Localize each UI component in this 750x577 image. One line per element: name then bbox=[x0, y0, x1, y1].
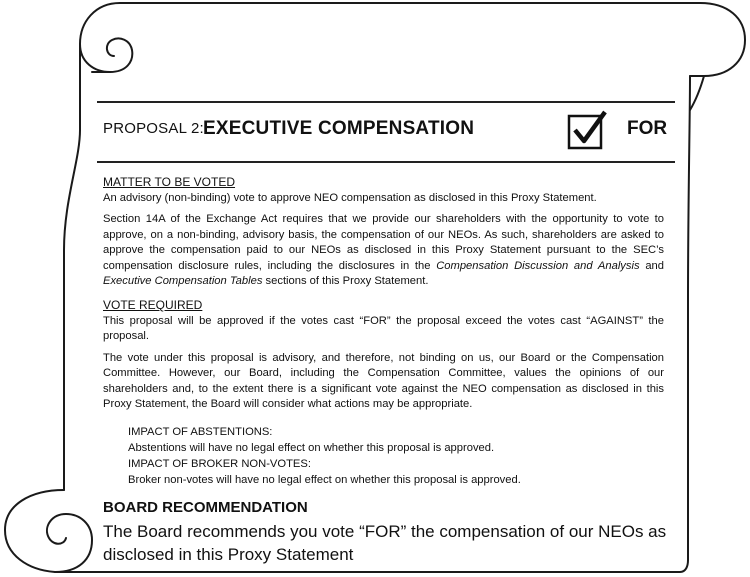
broker-text: Broker non-votes will have no legal effect on whether this proposal is approved. bbox=[128, 474, 521, 486]
board-recommendation-heading: BOARD RECOMMENDATION bbox=[103, 499, 308, 516]
proposal-title: EXECUTIVE COMPENSATION bbox=[203, 118, 475, 139]
matter-body bbox=[103, 212, 664, 290]
abstentions-heading: IMPACT OF ABSTENTIONS: bbox=[128, 426, 273, 438]
matter-heading: MATTER TO BE VOTED bbox=[103, 175, 236, 189]
tables-reference: Executive Compensation Tables bbox=[103, 275, 263, 287]
header-top-rule bbox=[97, 101, 675, 103]
broker-heading: IMPACT OF BROKER NON-VOTES: bbox=[128, 458, 311, 470]
vote-required-section bbox=[103, 298, 664, 413]
vote-required-para1: This proposal will be approved if the votes cast “FOR” the proposal exceed the votes cast “AGAINST” the proposal. bbox=[103, 314, 664, 342]
abstentions-text: Abstentions will have no legal effect on whether this proposal is approved. bbox=[128, 442, 495, 454]
vote-required-heading: VOTE REQUIRED bbox=[103, 298, 203, 312]
matter-body-text: Section 14A of the Exchange Act requires that we provide our shareholders with the opportunity to vote to approve, on a non-binding, advisory basis, the compensation of our NEOs. As such, shareholders are asked to approve the compensation paid to our NEOs as disclosed in this Proxy Statement pursuant to the SEC’s compensation disclosure rules, including the disclosures in the bbox=[103, 213, 664, 272]
matter-summary: An advisory (non-binding) vote to approve NEO compensation as disclosed in this Proxy Statement. bbox=[103, 191, 597, 204]
matter-section bbox=[103, 175, 664, 290]
board-recommendation-text: The Board recommends you vote “FOR” the compensation of our NEOs as disclosed in this Proxy Statement bbox=[103, 522, 667, 564]
checkbox-checked-icon bbox=[567, 110, 607, 150]
matter-body-end: sections of this Proxy Statement. bbox=[262, 275, 429, 287]
vote-required-para2: The vote under this proposal is advisory, and therefore, not binding on us, our Board or the Compensation Committee. However, our Board, including the Compensation Committee, values the opinions of our shareholders and, to the extent there is a significant vote against the NEO compensation as disclosed in this Proxy Statement, the Board will consider what actions may be appropriate. bbox=[103, 351, 664, 410]
matter-and: and bbox=[639, 259, 664, 272]
vote-recommendation: FOR bbox=[627, 118, 668, 139]
header-bottom-rule bbox=[97, 161, 675, 163]
proposal-label: PROPOSAL 2: bbox=[103, 120, 204, 137]
cda-reference: Compensation Discussion and Analysis bbox=[436, 259, 640, 272]
